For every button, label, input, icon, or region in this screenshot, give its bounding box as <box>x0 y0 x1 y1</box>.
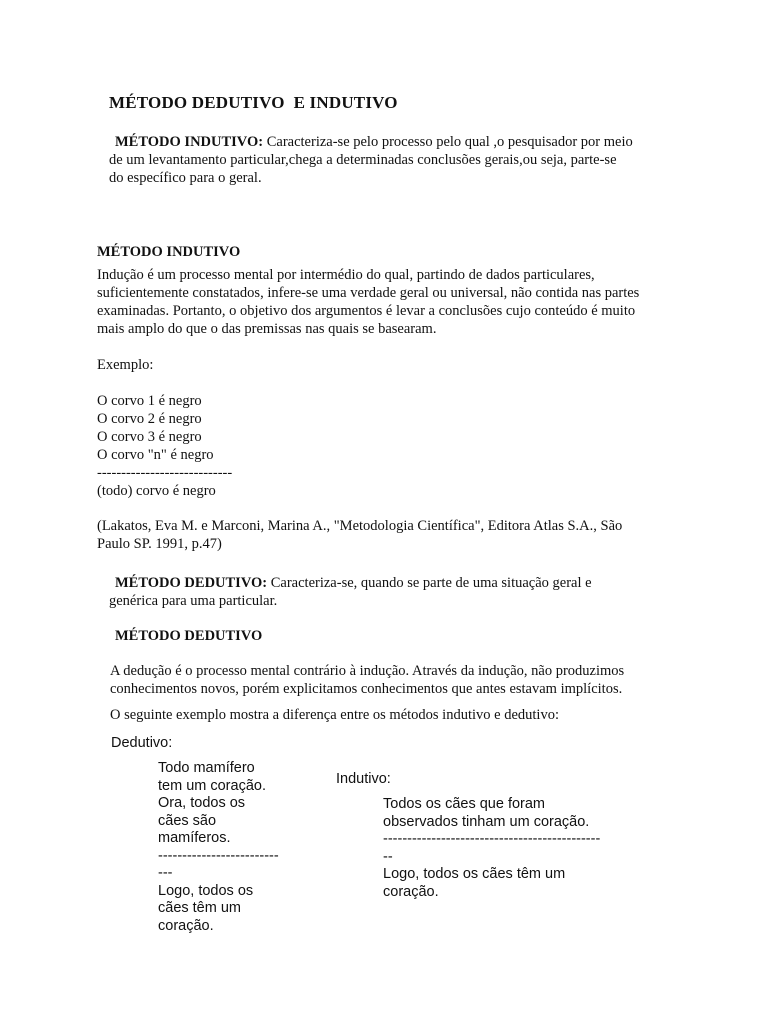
document-title: MÉTODO DEDUTIVO E INDUTIVO <box>109 93 398 112</box>
inductive-example-line: Logo, todos os cães têm um <box>383 866 566 882</box>
inductive-intro-label: MÉTODO INDUTIVO: <box>115 134 264 150</box>
deductive-intro-label: MÉTODO DEDUTIVO: <box>115 575 268 591</box>
inductive-example-line: Todos os cães que foram <box>383 796 546 812</box>
inductive-example <box>383 796 623 901</box>
citation-line: Paulo SP. 1991, p.47) <box>97 536 222 552</box>
comparison-intro: O seguinte exemplo mostra a diferença entre os métodos indutivo e dedutivo: <box>110 707 559 723</box>
deductive-example-line: Ora, todos os <box>158 795 246 811</box>
example-line: O corvo 2 é negro <box>97 411 202 427</box>
deductive-example-line: Todo mamífero <box>158 760 255 776</box>
example-conclusion: (todo) corvo é negro <box>97 483 216 499</box>
deductive-example-line: coração. <box>158 917 214 934</box>
citation <box>97 517 717 553</box>
deductive-example-line: cães são <box>158 812 217 829</box>
inductive-paragraph <box>97 266 717 338</box>
deductive-label: Dedutivo: <box>111 735 173 751</box>
inductive-example-divider: --------------------------------------------- <box>383 831 601 847</box>
example-divider: ---------------------------- <box>97 465 233 481</box>
deductive-example-divider: --- <box>158 865 173 881</box>
example-list <box>97 392 397 500</box>
example-line: O corvo 1 é negro <box>97 393 202 409</box>
inductive-heading: MÉTODO INDUTIVO <box>97 244 241 260</box>
inductive-example-line: coração. <box>383 883 439 900</box>
deductive-example-divider: ------------------------- <box>158 847 279 864</box>
inductive-intro <box>109 133 709 187</box>
deductive-intro-text: Caracteriza-se, quando se parte de uma situação geral e <box>267 575 592 591</box>
deductive-intro <box>109 574 709 610</box>
citation-line: (Lakatos, Eva M. e Marconi, Marina A., "Metodologia Científica", Editora Atlas S.A., São <box>97 518 623 534</box>
deductive-paragraph <box>110 662 720 698</box>
deductive-example-line: Logo, todos os <box>158 882 254 899</box>
deductive-example-line: tem um coração. <box>158 777 266 794</box>
inductive-label: Indutivo: <box>336 771 391 787</box>
example-label: Exemplo: <box>97 357 154 373</box>
deductive-example-line: cães têm um <box>158 900 241 916</box>
inductive-example-divider: -- <box>383 848 393 865</box>
inductive-paragraph-line: examinadas. Portanto, o objetivo dos argumentos é levar a conclusões cujo conteúdo é muito <box>97 303 636 319</box>
inductive-paragraph-line: mais amplo do que o das premissas nas quais se basearam. <box>97 321 437 337</box>
deductive-paragraph-line: A dedução é o processo mental contrário à indução. Através da indução, não produzimos <box>110 663 625 679</box>
inductive-intro-line-1 <box>109 133 709 151</box>
example-line: O corvo 3 é negro <box>97 429 202 445</box>
inductive-intro-text: Caracteriza-se pelo processo pelo qual ,o pesquisador por meio <box>263 134 633 150</box>
deductive-heading: MÉTODO DEDUTIVO <box>115 628 263 644</box>
deductive-paragraph-line: conhecimentos novos, porém explicitamos conhecimentos que antes estavam implícitos. <box>110 681 623 697</box>
inductive-example-line: observados tinham um coração. <box>383 813 590 830</box>
deductive-example-line: mamíferos. <box>158 830 231 846</box>
example-line: O corvo "n" é negro <box>97 447 214 463</box>
inductive-intro-line-2: de um levantamento particular,chega a determinadas conclusões gerais,ou seja, parte-se <box>109 152 617 168</box>
inductive-paragraph-line: suficientemente constatados, infere-se uma verdade geral ou universal, não contida nas partes <box>97 285 640 301</box>
inductive-paragraph-line: Indução é um processo mental por intermédio do qual, partindo de dados particulares, <box>97 267 595 283</box>
inductive-intro-line-3: do específico para o geral. <box>109 170 262 186</box>
deductive-intro-line-2: genérica para uma particular. <box>109 593 278 609</box>
deductive-example <box>158 760 308 935</box>
deductive-intro-line-1 <box>109 574 709 592</box>
